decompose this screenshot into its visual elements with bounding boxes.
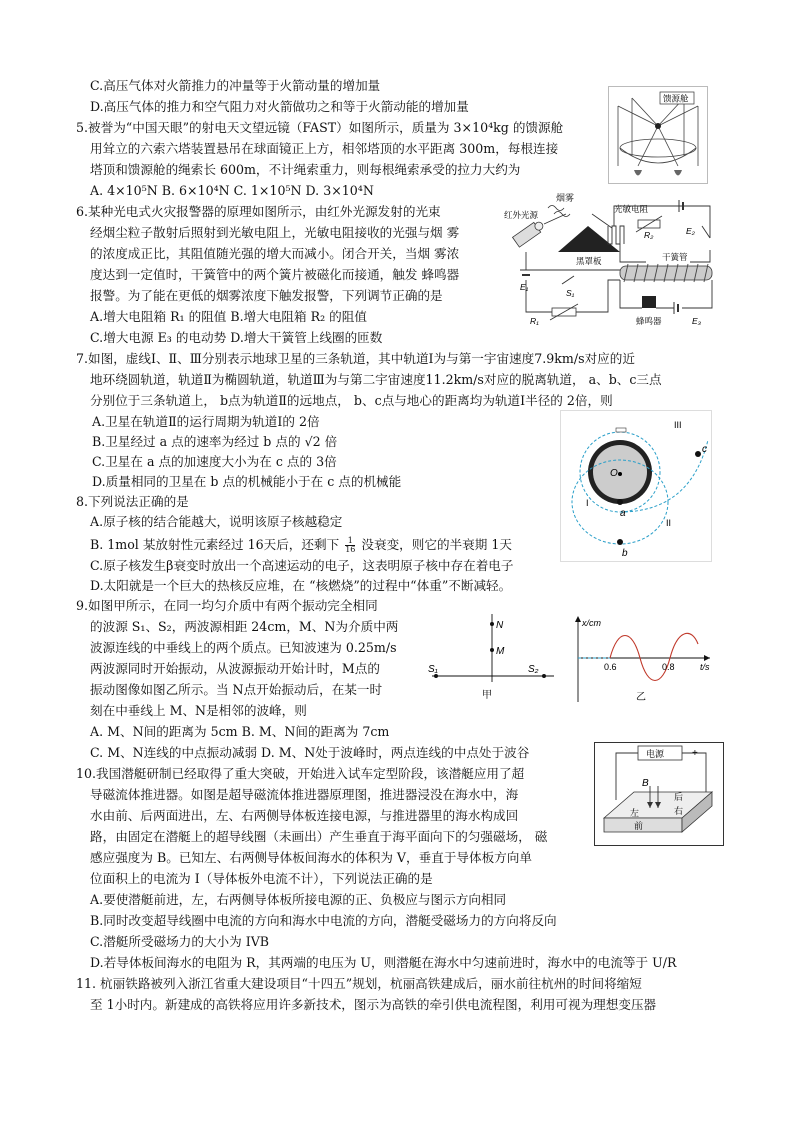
q6-stem-line3: 的浓度成正比，其阻值随光强的增大而减小。闭合开关，当烟 雾浓 xyxy=(90,246,460,261)
q9-stem-line1: 9.如图甲所示，在同一均匀介质中有两个振动完全相同 xyxy=(76,598,378,613)
wave-sources-figure-jia xyxy=(424,610,564,702)
figure-yi-caption: 乙 xyxy=(636,692,646,703)
q10-stem-line2: 导磁流体推进器。如图是超导磁流体推进器原理图，推进器浸没在海水中，海 xyxy=(90,787,519,802)
negative-pole-label: - xyxy=(624,748,628,759)
e3-label: E₃ xyxy=(692,316,702,326)
q8-option-c: C.原子核发生β衰变时放出一个高速运动的电子，这表明原子核中存在着电子 xyxy=(90,558,514,573)
q10-stem-line4: 路，由固定在潜艇上的超导线圈（未画出）产生垂直于海平面向下的匀强磁场， 磁 xyxy=(90,829,548,844)
orbit-iii-label: III xyxy=(674,420,682,430)
right-side-label: 右 xyxy=(674,806,684,816)
orbit-i-label: I xyxy=(586,498,589,508)
s1-label: S₁ xyxy=(566,288,575,298)
q5-stem-line3: 塔顶和馈源舱的绳索长 600m，不计绳索重力，则每根绳索承受的拉力大约为 xyxy=(90,162,521,177)
fast-telescope-figure xyxy=(608,86,708,184)
q6-stem-line4: 度达到一定值时，干簧管中的两个簧片被磁化而接通，触发 蜂鸣器 xyxy=(90,267,460,282)
mhd-thruster-figure xyxy=(594,742,724,846)
magnetic-field-b-label: B xyxy=(642,778,649,789)
satellite-orbits-figure xyxy=(560,410,712,562)
q9-stem-line2: 的波源 S₁、S₂，两波源相距 24cm，M、N为介质中两 xyxy=(90,619,399,634)
q7-stem-line3: 分别位于三条轨道上， b点为轨道Ⅱ的远地点， b、c点与地心的距离均为轨道Ⅰ半径的 2倍，则 xyxy=(90,393,613,408)
q4-option-c: C.高压气体对火箭推力的冲量等于火箭动量的增加量 xyxy=(90,78,381,93)
q8-option-b xyxy=(90,537,512,554)
reed-switch-label: 干簧管 xyxy=(662,252,688,262)
q8-option-b-text1: B. 1mol 某放射性元素经过 16天后，还剩下 xyxy=(90,537,340,552)
source-s1-label: S₁ xyxy=(428,664,438,675)
x-axis-label: t/s xyxy=(700,662,710,672)
q8-option-b-text2: 没衰变，则它的半衰期 1天 xyxy=(361,537,512,552)
back-side-label: 后 xyxy=(674,792,684,802)
point-n-label: N xyxy=(496,620,504,631)
tick-0-8: 0.8 xyxy=(662,662,675,672)
q5-stem-line2: 用耸立的六索六塔装置悬吊在球面镜正上方，相邻塔顶的水平距离 300m，每根连接 xyxy=(90,141,559,156)
q9-stem-line4: 两波源同时开始振动，从波源振动开始计时，M点的 xyxy=(90,661,380,676)
q9-stem-line6: 刻在中垂线上 M、N是相邻的波峰，则 xyxy=(90,703,307,718)
q10-stem-line5: 感应强度为 B。已知左、右两侧导体板间海水的体积为 V，垂直于导体板方向单 xyxy=(90,850,532,865)
q6-stem-line5: 报警。为了能在更低的烟雾浓度下触发报警，下列调节正确的是 xyxy=(90,288,443,303)
point-a-label: a xyxy=(620,508,626,519)
point-b-label: b xyxy=(622,548,628,559)
q7-option-d: D.质量相同的卫星在 b 点的机械能小于在 c 点的机械能 xyxy=(92,474,402,489)
ir-source-label: 红外光源 xyxy=(504,210,539,220)
q6-stem-line2: 经烟尘粒子散射后照射到光敏电阻上，光敏电阻接收的光强与烟 雾 xyxy=(90,225,460,240)
r2-label: R₂ xyxy=(644,230,654,240)
q4-option-d: D.高压气体的推力和空气阻力对火箭做功之和等于火箭动能的增加量 xyxy=(90,99,469,114)
q10-stem-line1: 10.我国潜艇研制已经取得了重大突破，开始进入试车定型阶段，该潜艇应用了超 xyxy=(76,766,525,781)
q9-stem-line3: 波源连线的中垂线上的两个质点。已知波速为 0.25m/s xyxy=(90,640,397,655)
q7-option-c: C.卫星在 a 点的加速度大小为在 c 点的 3倍 xyxy=(92,454,337,469)
q9-stem-line5: 振动图像如图乙所示。当 N点开始振动后，在某一时 xyxy=(90,682,383,697)
photoresistor-label: 光敏电阻 xyxy=(614,204,649,214)
r1-label: R₁ xyxy=(530,316,539,326)
q10-stem-line6: 位面积上的电流为 I（导体板外电流不计），下列说法正确的是 xyxy=(90,871,433,886)
q10-stem-line3: 水由前、后两面进出，左、右两侧导体板连接电源，与推进器里的海水构成回 xyxy=(90,808,519,823)
tick-0-6: 0.6 xyxy=(604,662,617,672)
earth-center-label: O xyxy=(610,468,618,479)
left-side-label: 左 xyxy=(630,808,640,818)
fraction-denominator: 16 xyxy=(345,545,356,554)
q8-stem: 8.下列说法正确的是 xyxy=(76,494,189,509)
source-s2-label: S₂ xyxy=(528,664,539,675)
orbit-ii-label: II xyxy=(666,518,672,528)
e1-label: E₁ xyxy=(520,282,529,292)
power-source-label: 电源 xyxy=(646,749,665,759)
q5-stem-line1: 5.被誉为“中国天眼”的射电天文望远镜（FAST）如图所示，质量为 3×10⁴kg 的馈源舱 xyxy=(76,120,564,135)
point-c-label: c xyxy=(702,444,707,455)
q10-option-b: B.同时改变超导线圈中电流的方向和海水中电流的方向，潜艇受磁场力的方向将反向 xyxy=(90,913,557,928)
point-m-label: M xyxy=(496,646,505,657)
q11-stem-line1: 11. 杭丽铁路被列入浙江省重大建设项目“十四五”规划，杭丽高铁建成后，丽水前往杭州的时间将缩短 xyxy=(76,976,642,991)
q10-option-c: C.潜艇所受磁场力的大小为 IVB xyxy=(90,934,270,949)
smoke-label: 烟雾 xyxy=(556,193,575,203)
q7-option-b: B.卫星经过 a 点的速率为经过 b 点的 √2 倍 xyxy=(92,434,338,449)
q6-stem-line1: 6.某种光电式火灾报警器的原理如图所示，由红外光源发射的光束 xyxy=(76,204,441,219)
fraction-numerator: 1 xyxy=(345,537,355,546)
q8-option-d: D.太阳就是一个巨大的热核反应堆，在 “核燃烧”的过程中“体重”不断减轻。 xyxy=(90,578,512,593)
fire-alarm-circuit-figure xyxy=(496,190,722,328)
q7-stem-line2: 地环绕圆轨道，轨道Ⅱ为椭圆轨道，轨道Ⅲ为与第二宇宙速度11.2km/s对应的脱离轨道， a、b、c三点 xyxy=(90,372,662,387)
feed-cabin-label: 馈源舱 xyxy=(663,93,689,104)
positive-pole-label: + xyxy=(692,748,698,759)
buzzer-label: 蜂鸣器 xyxy=(636,316,662,326)
q10-option-a: A.要使潜艇前进，左，右两侧导体板所接电源的正、负极应与图示方向相同 xyxy=(90,892,507,907)
q8-option-a: A.原子核的结合能越大，说明该原子核越稳定 xyxy=(90,514,343,529)
black-cover-label: 黑罩板 xyxy=(576,256,602,266)
q9-options-ab: A. M、N间的距离为 5cm B. M、N间的距离为 7cm xyxy=(90,724,390,739)
q10-option-d: D.若导体板间海水的电阻为 R，其两端的电压为 U，则潜艇在海水中匀速前进时，海水中的电流等于 U/R xyxy=(90,955,677,970)
e2-label: E₂ xyxy=(686,226,695,236)
figure-jia-caption: 甲 xyxy=(482,690,492,701)
q11-stem-line2: 至 1小时内。新建成的高铁将应用许多新技术，图示为高铁的牵引供电流程图，利用可视为理想变压器 xyxy=(90,997,657,1012)
y-axis-label: x/cm xyxy=(582,618,601,628)
q9-options-cd: C. M、N连线的中点振动减弱 D. M、N处于波峰时，两点连线的中点处于波谷 xyxy=(90,745,530,760)
q7-stem-line1: 7.如图，虚线Ⅰ、Ⅱ、Ⅲ分别表示地球卫星的三条轨道，其中轨道Ⅰ为与第一宇宙速度7.9km/s对应的近 xyxy=(76,351,635,366)
front-side-label: 前 xyxy=(634,821,644,831)
q6-options-cd: C.增大电源 E₃ 的电动势 D.增大干簧管上线圈的匝数 xyxy=(90,330,383,345)
q6-options-ab: A.增大电阻箱 R₁ 的阻值 B.增大电阻箱 R₂ 的阻值 xyxy=(90,309,367,324)
vibration-graph-figure-yi xyxy=(570,614,714,710)
fraction xyxy=(345,537,355,554)
q7-option-a: A.卫星在轨道Ⅱ的运行周期为轨道Ⅰ的 2倍 xyxy=(92,414,320,429)
q5-options: A. 4×10⁵N B. 6×10⁴N C. 1×10⁵N D. 3×10⁴N xyxy=(90,183,374,198)
